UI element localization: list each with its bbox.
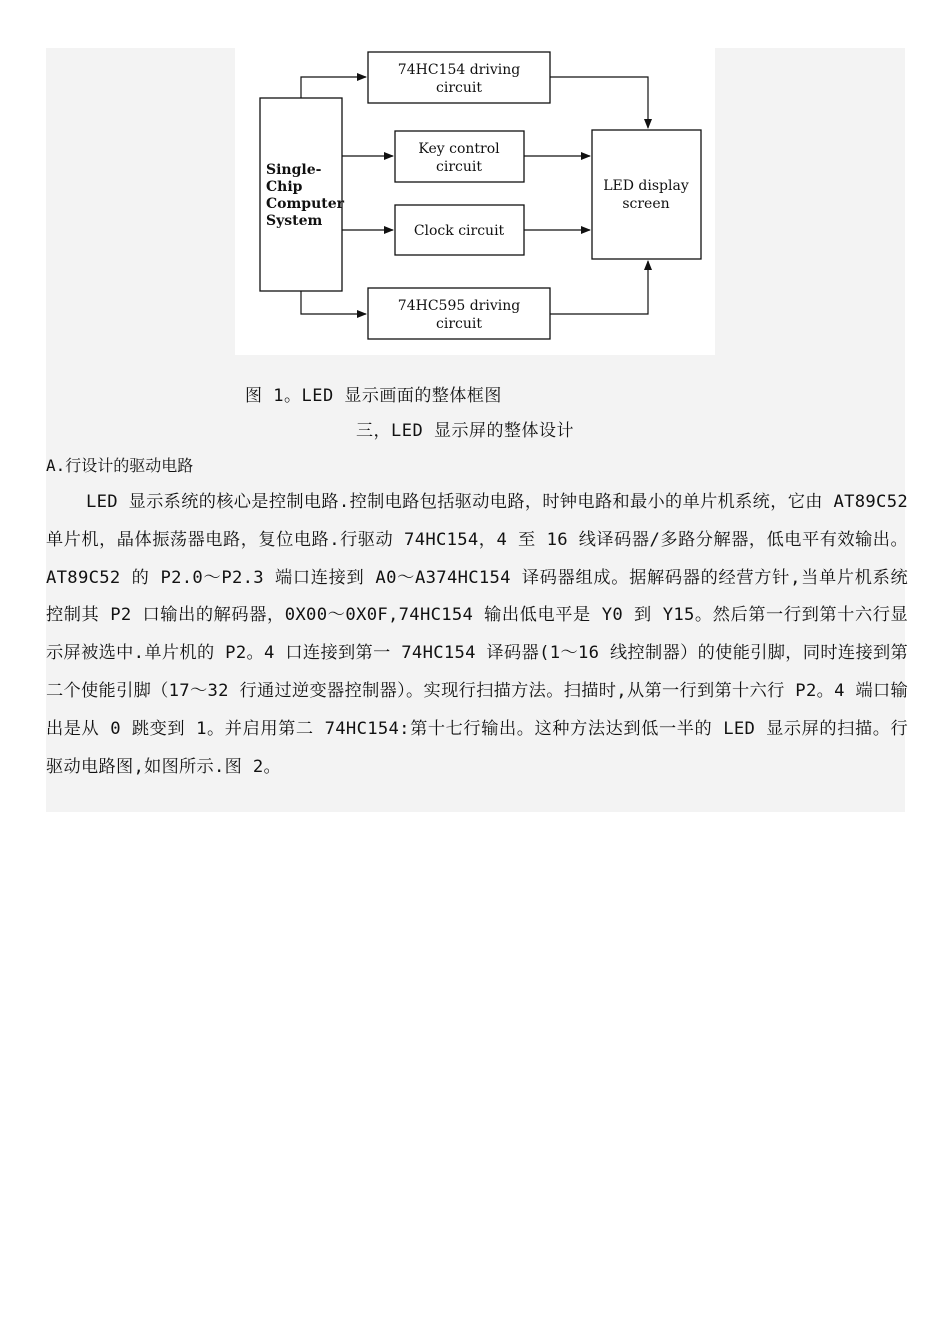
body-text: LED 显示系统的核心是控制电路.控制电路包括驱动电路，时钟电路和最小的单片机系统，它由 AT89C52 单片机，晶体振荡器电路，复位电路.行驱动 74HC154，4 至 16 线译码器/多路分解器，低电平有效输出。 AT89C52 的 P2.0～P2.3 端口连接到 A0～A374HC154 译码器组成。据解码器的经营方针,当单片机系统控制其 P2 口输出的解码器，0X00～0X0F,74HC154 输出低电平是 Y0 到 Y15。然后第一行到第十六行显示屏被选中.单片机的 P2。4 口连接到第一 74HC154 译码器(1～16 线控制器）的使能引脚，同时连接到第二个使能引脚（17～32 行通过逆变器控制器）。实现行扫描方法。扫描时,从第一行到第十六行 P2。4 端口输出是从 0 跳变到 1。并启用第二 74HC154:第十七行输出。这种方法达到低一半的 LED 显示屏的扫描。行驱动电路图,如图所示.图 2。 bbox=[46, 492, 908, 777]
system-box-line: Chip bbox=[266, 179, 303, 195]
clock-label: Clock circuit bbox=[413, 223, 505, 239]
driver-154-label: 74HC154 driving bbox=[397, 62, 521, 78]
led-screen-box bbox=[592, 130, 701, 259]
figure-caption: 图 1。LED 显示画面的整体框图 bbox=[245, 386, 502, 406]
block-diagram bbox=[235, 48, 715, 355]
section-title: 三，LED 显示屏的整体设计 bbox=[356, 421, 574, 441]
arrow-154-to-screen bbox=[550, 77, 648, 128]
driver-595-label: 74HC595 driving bbox=[397, 298, 521, 314]
driver-595-label: circuit bbox=[436, 316, 482, 332]
system-box-line: Computer bbox=[266, 196, 345, 212]
led-screen-label: LED display bbox=[603, 178, 689, 194]
key-control-label: circuit bbox=[436, 159, 482, 175]
system-box-line: Single- bbox=[266, 162, 322, 178]
arrow-system-to-595 bbox=[301, 291, 366, 314]
block-diagram-svg bbox=[235, 48, 715, 355]
body-paragraph bbox=[46, 484, 908, 786]
arrow-595-to-screen bbox=[550, 261, 648, 314]
led-screen-label: screen bbox=[622, 196, 670, 212]
key-control-label: Key control bbox=[418, 141, 500, 157]
arrow-system-to-154 bbox=[301, 77, 366, 98]
subheading: A.行设计的驱动电路 bbox=[46, 456, 194, 475]
system-box-line: System bbox=[266, 213, 323, 229]
driver-154-label: circuit bbox=[436, 80, 482, 96]
